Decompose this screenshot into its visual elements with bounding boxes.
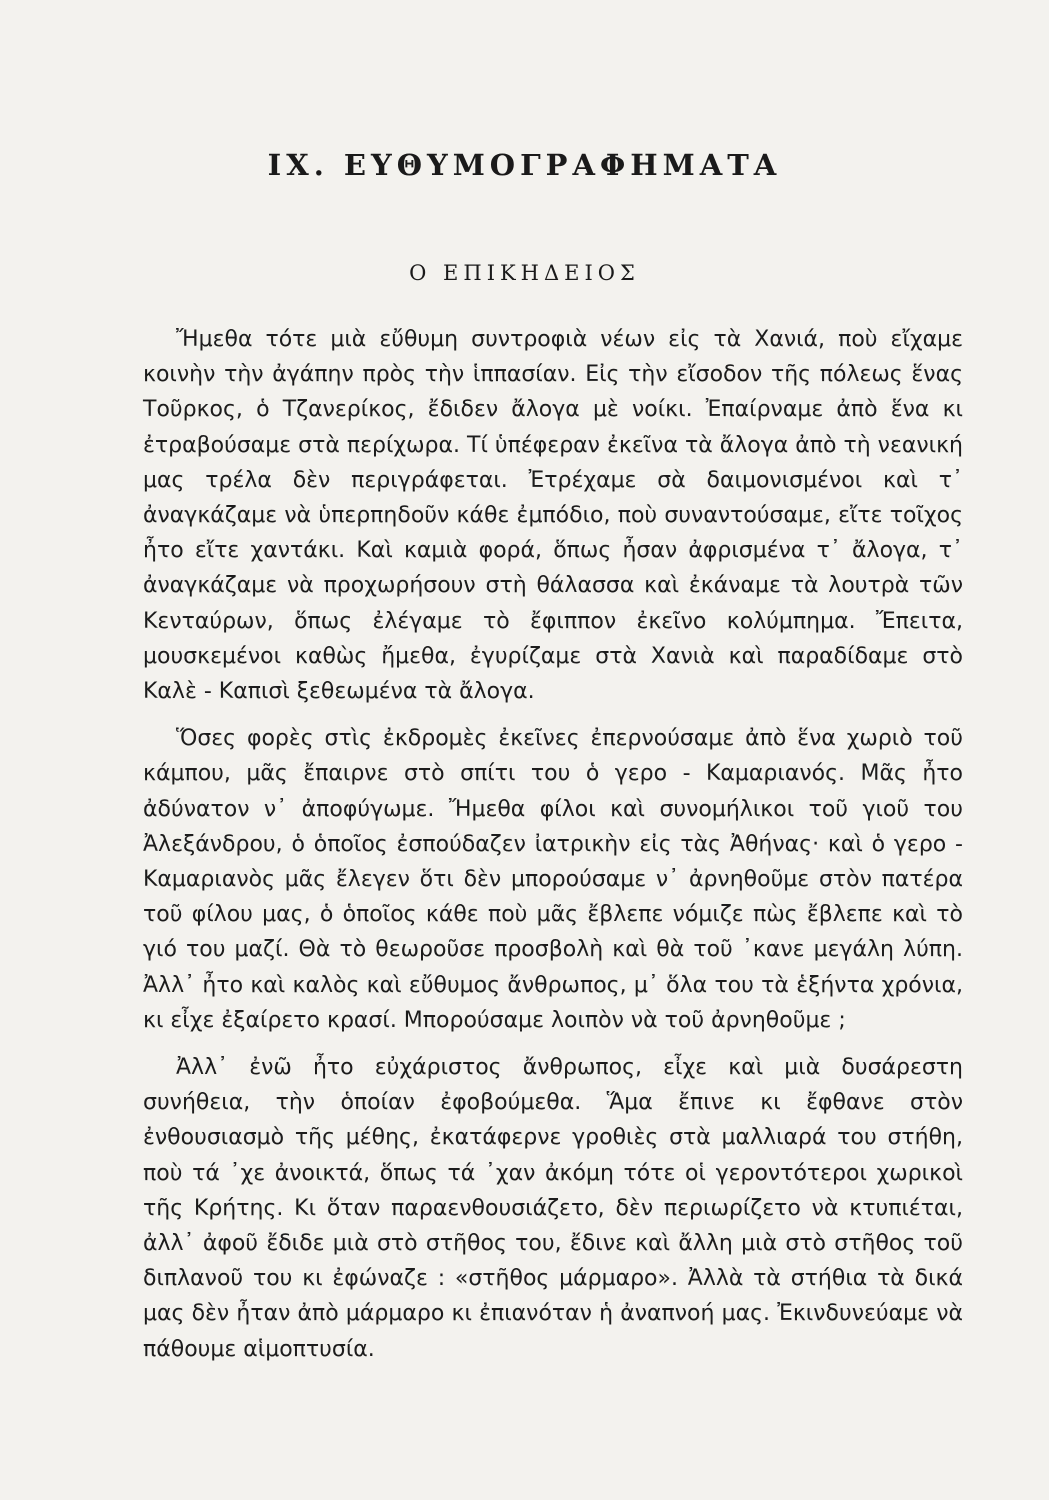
body-text: [143, 322, 963, 1379]
paragraph: Ἀλλ᾽ ἐνῶ ἦτο εὐχάριστος ἄνθρωπος, εἶχε καὶ μιὰ δυσάρεστη συνήθεια, τὴν ὁποίαν ἐφοβούμεθα. Ἅμα ἔπινε κι ἔφθανε στὸν ἐνθουσιασμὸ τῆς μέθης, ἐκατάφερνε γροθιὲς στὰ μαλλιαρά του στήθη, ποὺ τά ᾽χε ἀνοικτά, ὅπως τά ᾽χαν ἀκόμη τότε οἱ γεροντότεροι χωρικοὶ τῆς Κρήτης. Κι ὅταν παραενθουσιάζετο, δὲν περιωρίζετο νὰ κτυπιέται, ἀλλ᾽ ἀφοῦ ἔδιδε μιὰ στὸ στῆθος του, ἔδινε καὶ ἄλλη μιὰ στὸ στῆθος τοῦ διπλανοῦ του κι ἐφώναζε : «στῆθος μάρμαρο». Ἀλλὰ τὰ στήθια τὰ δικά μας δὲν ἦταν ἀπὸ μάρμαρο κι ἐπιανόταν ἡ ἀναπνοή μας. Ἐκινδυνεύαμε νὰ πάθουμε αἱμοπτυσία.: [143, 1055, 963, 1362]
section-title: Ο ΕΠΙΚΗΔΕΙΟΣ: [409, 261, 640, 285]
paragraph: Ὅσες φορὲς στὶς ἐκδρομὲς ἐκεῖνες ἐπερνούσαμε ἀπὸ ἕνα χωριὸ τοῦ κάμπου, μᾶς ἔπαιρνε στὸ σπίτι του ὁ γερο - Καμαριανός. Μᾶς ἦτο ἀδύνατον ν᾽ ἀποφύγωμε. Ἤμεθα φίλοι καὶ συνομήλικοι τοῦ γιοῦ του Ἀλεξάνδρου, ὁ ὁποῖος ἐσπούδαζεν ἰατρικὴν εἰς τὰς Ἀθήνας· καὶ ὁ γερο - Καμαριανὸς μᾶς ἔλεγεν ὅτι δὲν μπορούσαμε ν᾽ ἀρνηθοῦμε στὸν πατέρα τοῦ φίλου μας, ὁ ὁποῖος κάθε ποὺ μᾶς ἔβλεπε νόμιζε πὼς ἔβλεπε καὶ τὸ γιό του μαζί. Θὰ τὸ θεωροῦσε προσβολὴ καὶ θὰ τοῦ ᾽κανε μεγάλη λύπη. Ἀλλ᾽ ἦτο καὶ καλὸς καὶ εὔθυμος ἄνθρωπος, μ᾽ ὅλα του τὰ ἑξήντα χρόνια, κι εἶχε ἐξαίρετο κρασί. Μπορούσαμε λοιπὸν νὰ τοῦ ἀρνηθοῦμε ;: [143, 726, 963, 1033]
paragraph: Ἤμεθα τότε μιὰ εὔθυμη συντροφιὰ νέων εἰς τὰ Χανιά, ποὺ εἴχαμε κοινὴν τὴν ἀγάπην πρὸς τὴν ἱππασίαν. Εἰς τὴν εἴσοδον τῆς πόλεως ἕνας Τοῦρκος, ὁ Τζανερίκος, ἔδιδεν ἄλογα μὲ νοίκι. Ἐπαίρναμε ἀπὸ ἕνα κι ἐτραβούσαμε στὰ περίχωρα. Τί ὑπέφεραν ἐκεῖνα τὰ ἄλογα ἀπὸ τὴ νεανική μας τρέλα δὲν περιγράφεται. Ἐτρέχαμε σὰ δαιμονισμένοι καὶ τ᾽ ἀναγκάζαμε νὰ ὑπερπηδοῦν κάθε ἐμπόδιο, ποὺ συναντούσαμε, εἴτε τοῖχος ἦτο εἴτε χαντάκι. Καὶ καμιὰ φορά, ὅπως ἦσαν ἀφρισμένα τ᾽ ἄλογα, τ᾽ ἀναγκάζαμε νὰ προχωρήσουν στὴ θάλασσα καὶ ἐκάναμε τὰ λουτρὰ τῶν Κενταύρων, ὅπως ἐλέγαμε τὸ ἔφιππον ἐκεῖνο κολύμπημα. Ἔπειτα, μουσκεμένοι καθὼς ἤμεθα, ἐγυρίζαμε στὰ Χανιὰ καὶ παραδίδαμε στὸ Καλὲ - Καπισὶ ξεθεωμένα τὰ ἄλογα.: [143, 327, 963, 705]
chapter-title: IX. ΕΥΘΥΜΟΓΡΑΦΗΜΑΤΑ: [267, 148, 782, 182]
bleed-through-shadow: [380, 80, 940, 110]
